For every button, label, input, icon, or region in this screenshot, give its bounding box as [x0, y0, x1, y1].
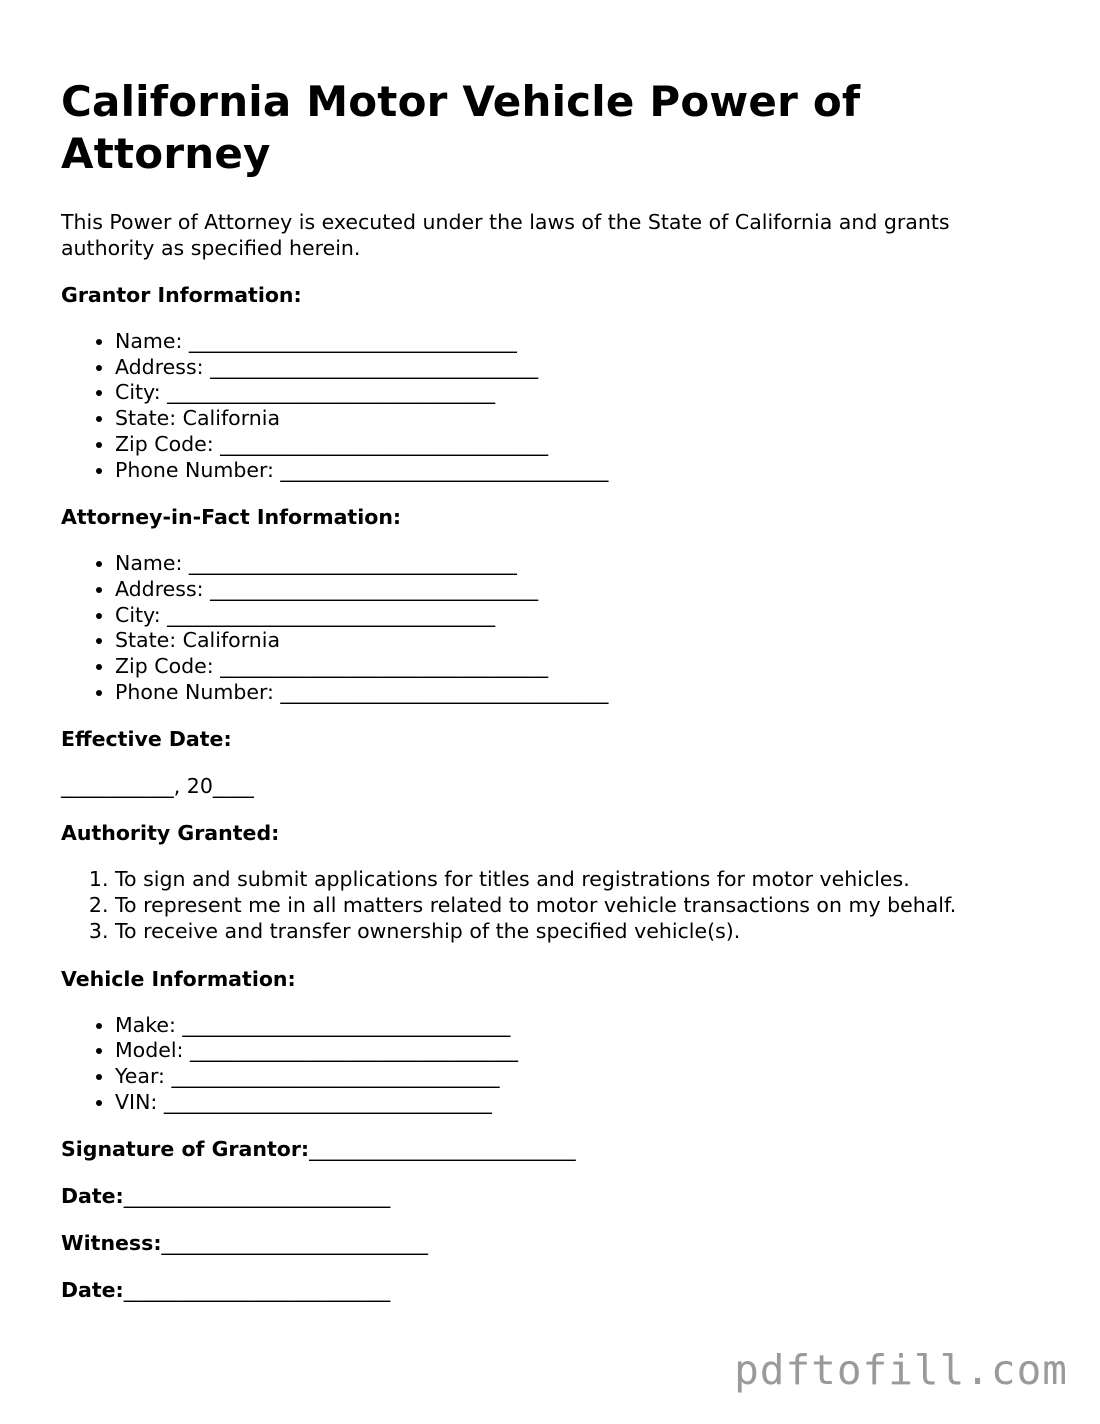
grantor-signature-label: Signature of Grantor: — [61, 1137, 310, 1162]
authority-item: 2. To represent me in all matters related to motor vehicle transactions on my behalf. — [115, 893, 1041, 919]
grantor-date-line[interactable] — [61, 1183, 1041, 1209]
witness-blank[interactable]: __________________________ — [161, 1231, 429, 1256]
document-title: California Motor Vehicle Power of Attorney — [61, 77, 861, 178]
grantor-city-field[interactable]: • City: ________________________________ — [115, 380, 1041, 406]
vehicle-model-field[interactable]: • Model: ________________________________ — [115, 1038, 1041, 1064]
authority-list — [61, 867, 1041, 944]
effective-date-field[interactable]: ___________, 20____ — [61, 774, 254, 799]
attorney-field-list — [61, 551, 1041, 705]
intro-paragraph: This Power of Attorney is executed under the laws of the State of California and grants authority as specified herein. — [61, 210, 950, 260]
vehicle-year-field[interactable]: • Year: ________________________________ — [115, 1064, 1041, 1090]
vehicle-make-field[interactable]: • Make: ________________________________ — [115, 1013, 1041, 1039]
grantor-phone-field[interactable]: • Phone Number: ________________________________ — [115, 458, 1041, 484]
grantor-signature-blank[interactable]: __________________________ — [309, 1137, 576, 1162]
attorney-heading: Attorney-in-Fact Information: — [61, 505, 402, 530]
grantor-state-field: • State: California — [115, 406, 1041, 432]
vehicle-field-list — [61, 1013, 1041, 1116]
attorney-city-field[interactable]: • City: ________________________________ — [115, 603, 1041, 629]
attorney-state-field: • State: California — [115, 628, 1041, 654]
grantor-address-field[interactable]: • Address: ________________________________ — [115, 355, 1041, 381]
grantor-date-label: Date: — [61, 1184, 124, 1209]
grantor-signature-line[interactable] — [61, 1136, 1041, 1162]
attorney-address-field[interactable]: • Address: ________________________________ — [115, 577, 1041, 603]
authority-item: 1. To sign and submit applications for titles and registrations for motor vehicles. — [115, 867, 1041, 893]
document-page — [61, 76, 1041, 1303]
attorney-name-field[interactable]: • Name: ________________________________ — [115, 551, 1041, 577]
attorney-zip-field[interactable]: • Zip Code: ________________________________ — [115, 654, 1041, 680]
grantor-date-blank[interactable]: __________________________ — [123, 1184, 391, 1209]
authority-item: 3. To receive and transfer ownership of the specified vehicle(s). — [115, 919, 1041, 945]
witness-date-label: Date: — [61, 1278, 124, 1303]
authority-heading: Authority Granted: — [61, 821, 280, 846]
attorney-phone-field[interactable]: • Phone Number: ________________________________ — [115, 680, 1041, 706]
witness-date-blank[interactable]: __________________________ — [123, 1278, 391, 1303]
grantor-name-field[interactable]: • Name: ________________________________ — [115, 329, 1041, 355]
grantor-heading: Grantor Information: — [61, 283, 302, 307]
witness-label: Witness: — [61, 1231, 162, 1256]
vehicle-vin-field[interactable]: • VIN: ________________________________ — [115, 1090, 1041, 1116]
witness-line[interactable] — [61, 1230, 1041, 1256]
witness-date-line[interactable] — [61, 1277, 1041, 1303]
effective-date-heading: Effective Date: — [61, 727, 232, 752]
grantor-field-list — [61, 329, 1041, 483]
vehicle-heading: Vehicle Information: — [61, 966, 296, 991]
grantor-zip-field[interactable]: • Zip Code: ________________________________ — [115, 432, 1041, 458]
watermark: pdftofill.com — [734, 1346, 1068, 1394]
